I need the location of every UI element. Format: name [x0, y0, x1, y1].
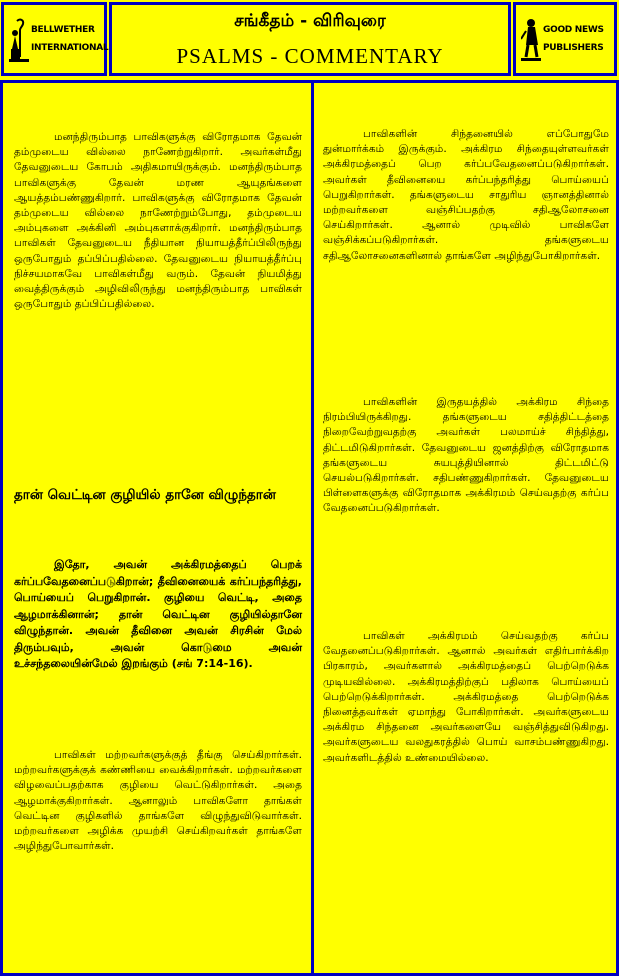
bellwether-logo: [9, 17, 109, 63]
bellwether-shepherd-icon: [9, 17, 31, 63]
good-news-logo-text: [543, 21, 617, 57]
left-logo-line2: INTERNATIONAL: [31, 43, 109, 53]
column-divider: [311, 83, 314, 973]
right-logo-line1: GOOD NEWS: [543, 25, 604, 35]
left-paragraph-2: [14, 748, 302, 854]
left-logo-line1: BELLWETHER: [31, 25, 95, 35]
section-heading: தான் வெட்டின குழியில் தானே விழுந்தான்: [14, 487, 276, 503]
right-paragraph-1-text: பாவிகளின் சிந்தனையில் எப்போதுமே துன்மார்க்கம் இருக்கும். அக்கிரம சிந்தையுள்ளவர்கள் அக்கிரமத்தைப் பெற கர்ப்பவேதனைப்படுகிறார்கள். அவர்கள் தீவினையை கர்ப்பந்தரித்து பொய்யைப் பெறுகிறார்கள். தங்களுடைய சாதுரிய ஞானத்தினால் மற்றவர்களை வஞ்சிப்பதற்கு சதிஆலோசனை செய்கிறார்கள். ஆனால் முடிவில் பாவிகளே வஞ்சிக்கப்படுகிறார்கள். தங்களுடைய சதிஆலோசனைகளினால் தாங்களே அழிந்துபோகிறார்கள்.: [323, 128, 609, 262]
content-frame: [0, 80, 619, 976]
right-paragraph-3-text: பாவிகள் அக்கிரமம் செய்வதற்கு கர்ப்ப வேதனைப்படுகிறார்கள். ஆனால் அவர்கள் எதிர்பார்க்கிற பிரகாரம், அவர்களால் அக்கிரமத்தைப் பெற்றெடுக்க முடியவில்லை. அக்கிரமத்திற்குப் பதிலாக பொய்யைப் பெற்றெடுக்கிறார்கள். அக்கிரமத்தை பெற்றெடுக்க நினைத்தவர்கள் ஏமாந்து போகிறார்கள். அவர்களுடைய அக்கிரம சிந்தனை அவர்களையே வஞ்சித்துவிடுகிறது. அவர்களுடைய வலதுகரத்தில் பொய் வாசம்பண்ணுகிறது. அவர்களிடத்தில் உண்மையில்லை.: [323, 630, 609, 764]
left-paragraph-1: [14, 130, 302, 312]
title-tamil: சங்கீதம் - விரிவுரை: [234, 11, 386, 31]
good-news-logo: [521, 17, 613, 63]
right-paragraph-2: [323, 395, 609, 517]
right-paragraph-3: [323, 629, 609, 766]
right-logo-line2: PUBLISHERS: [543, 43, 604, 53]
title-english: PSALMS - COMMENTARY: [176, 44, 444, 68]
bellwether-logo-text: [31, 21, 109, 57]
good-news-sower-icon: [521, 17, 543, 63]
title-box: [109, 2, 511, 76]
right-paragraph-2-text: பாவிகளின் இருதயத்தில் அக்கிரம சிந்தை நிரம்பியிருக்கிறது. தங்களுடைய சதித்திட்டத்தை நிறைவேற்றுவதற்கு அவர்கள் பலமாய்ச் சிந்தித்து, திட்டமிடுகிறார்கள். தேவனுடைய ஜனத்திற்கு விரோதமாக தங்களுடைய சுயபுத்தியினால் திட்டமிட்டு செயல்படுகிறார்கள். சதிபண்ணுகிறார்கள். தேவனுடைய பிள்ளைகளுக்கு விரோதமாக அக்கிரமம் செய்வதற்கு கர்ப்ப வேதனைப்படுகிறார்கள்.: [323, 396, 609, 515]
left-paragraph-2-text: பாவிகள் மற்றவர்களுக்குத் தீங்கு செய்கிறார்கள். மற்றவர்களுக்குக் கண்ணியை வைக்கிறார்கள். மற்றவர்களை விழவைப்பதற்காக குழியை வெட்டுகிறார்கள். அதை ஆழமாக்குகிறார்கள். ஆனாலும் பாவிகளோ தாங்கள் வெட்டின குழிகளில் தாங்களே விழுந்துவிடுவார்கள். மற்றவர்களை அழிக்க முயற்சி செய்கிறவர்கள் தாங்களே அழிந்துபோவார்கள்.: [14, 749, 302, 853]
header: [0, 0, 619, 80]
scripture-quote-text: இதோ, அவன் அக்கிரமத்தைப் பெறக் கர்ப்பவேதனைப்படுகிறான்; தீவினையைக் கர்ப்பந்தரித்து, பொய்யைப் பெறுகிறான். குழியை வெட்டி, அதை ஆழமாக்கினான்; தான் வெட்டின குழியில்தானே விழுந்தான். அவன் தீவினை அவன் சிரசின் மேல் திரும்பவும், அவன் கொடுமை அவன் உச்சந்தலையின்மேல் இறங்கும் (சங் 7:14-16).: [14, 558, 302, 670]
publisher-logo-right: [513, 2, 617, 76]
scripture-quote: [14, 557, 302, 673]
left-paragraph-1-text: மனந்திரும்பாத பாவிகளுக்கு விரோதமாக தேவன் தம்முடைய வில்லை நாணேற்றுகிறார். அவர்கள்மீது தேவனுடைய கோபம் அதிகமாயிருக்கும். மனந்திரும்பாத பாவிகளுக்கு தேவன் மரண ஆயுதங்களை ஆயத்தம்பண்ணுகிறார். பாவிகளுக்கு விரோதமாக தேவன் தம்முடைய வில்லை நாணேற்றும்போது, தம்முடைய அம்புகளை அக்கினி அம்புகளாக்குகிறார். மனந்திரும்பாத பாவிகள் தேவனுடைய நீதியான நியாயத்தீர்ப்பிலிருந்து ஒருபோதும் தப்பிப்பதில்லை. தேவனுடைய நியாயத்தீர்ப்பு நிச்சயமாகவே பாவிகள்மீது வரும். தேவன் நியமித்து வைத்திருக்கும் அழிவிலிருந்து மனந்திரும்பாத பாவிகள் ஒருபோதும் தப்பிப்பதில்லை.: [14, 131, 302, 311]
right-paragraph-1: [323, 127, 609, 264]
publisher-logo-left: [1, 2, 107, 76]
